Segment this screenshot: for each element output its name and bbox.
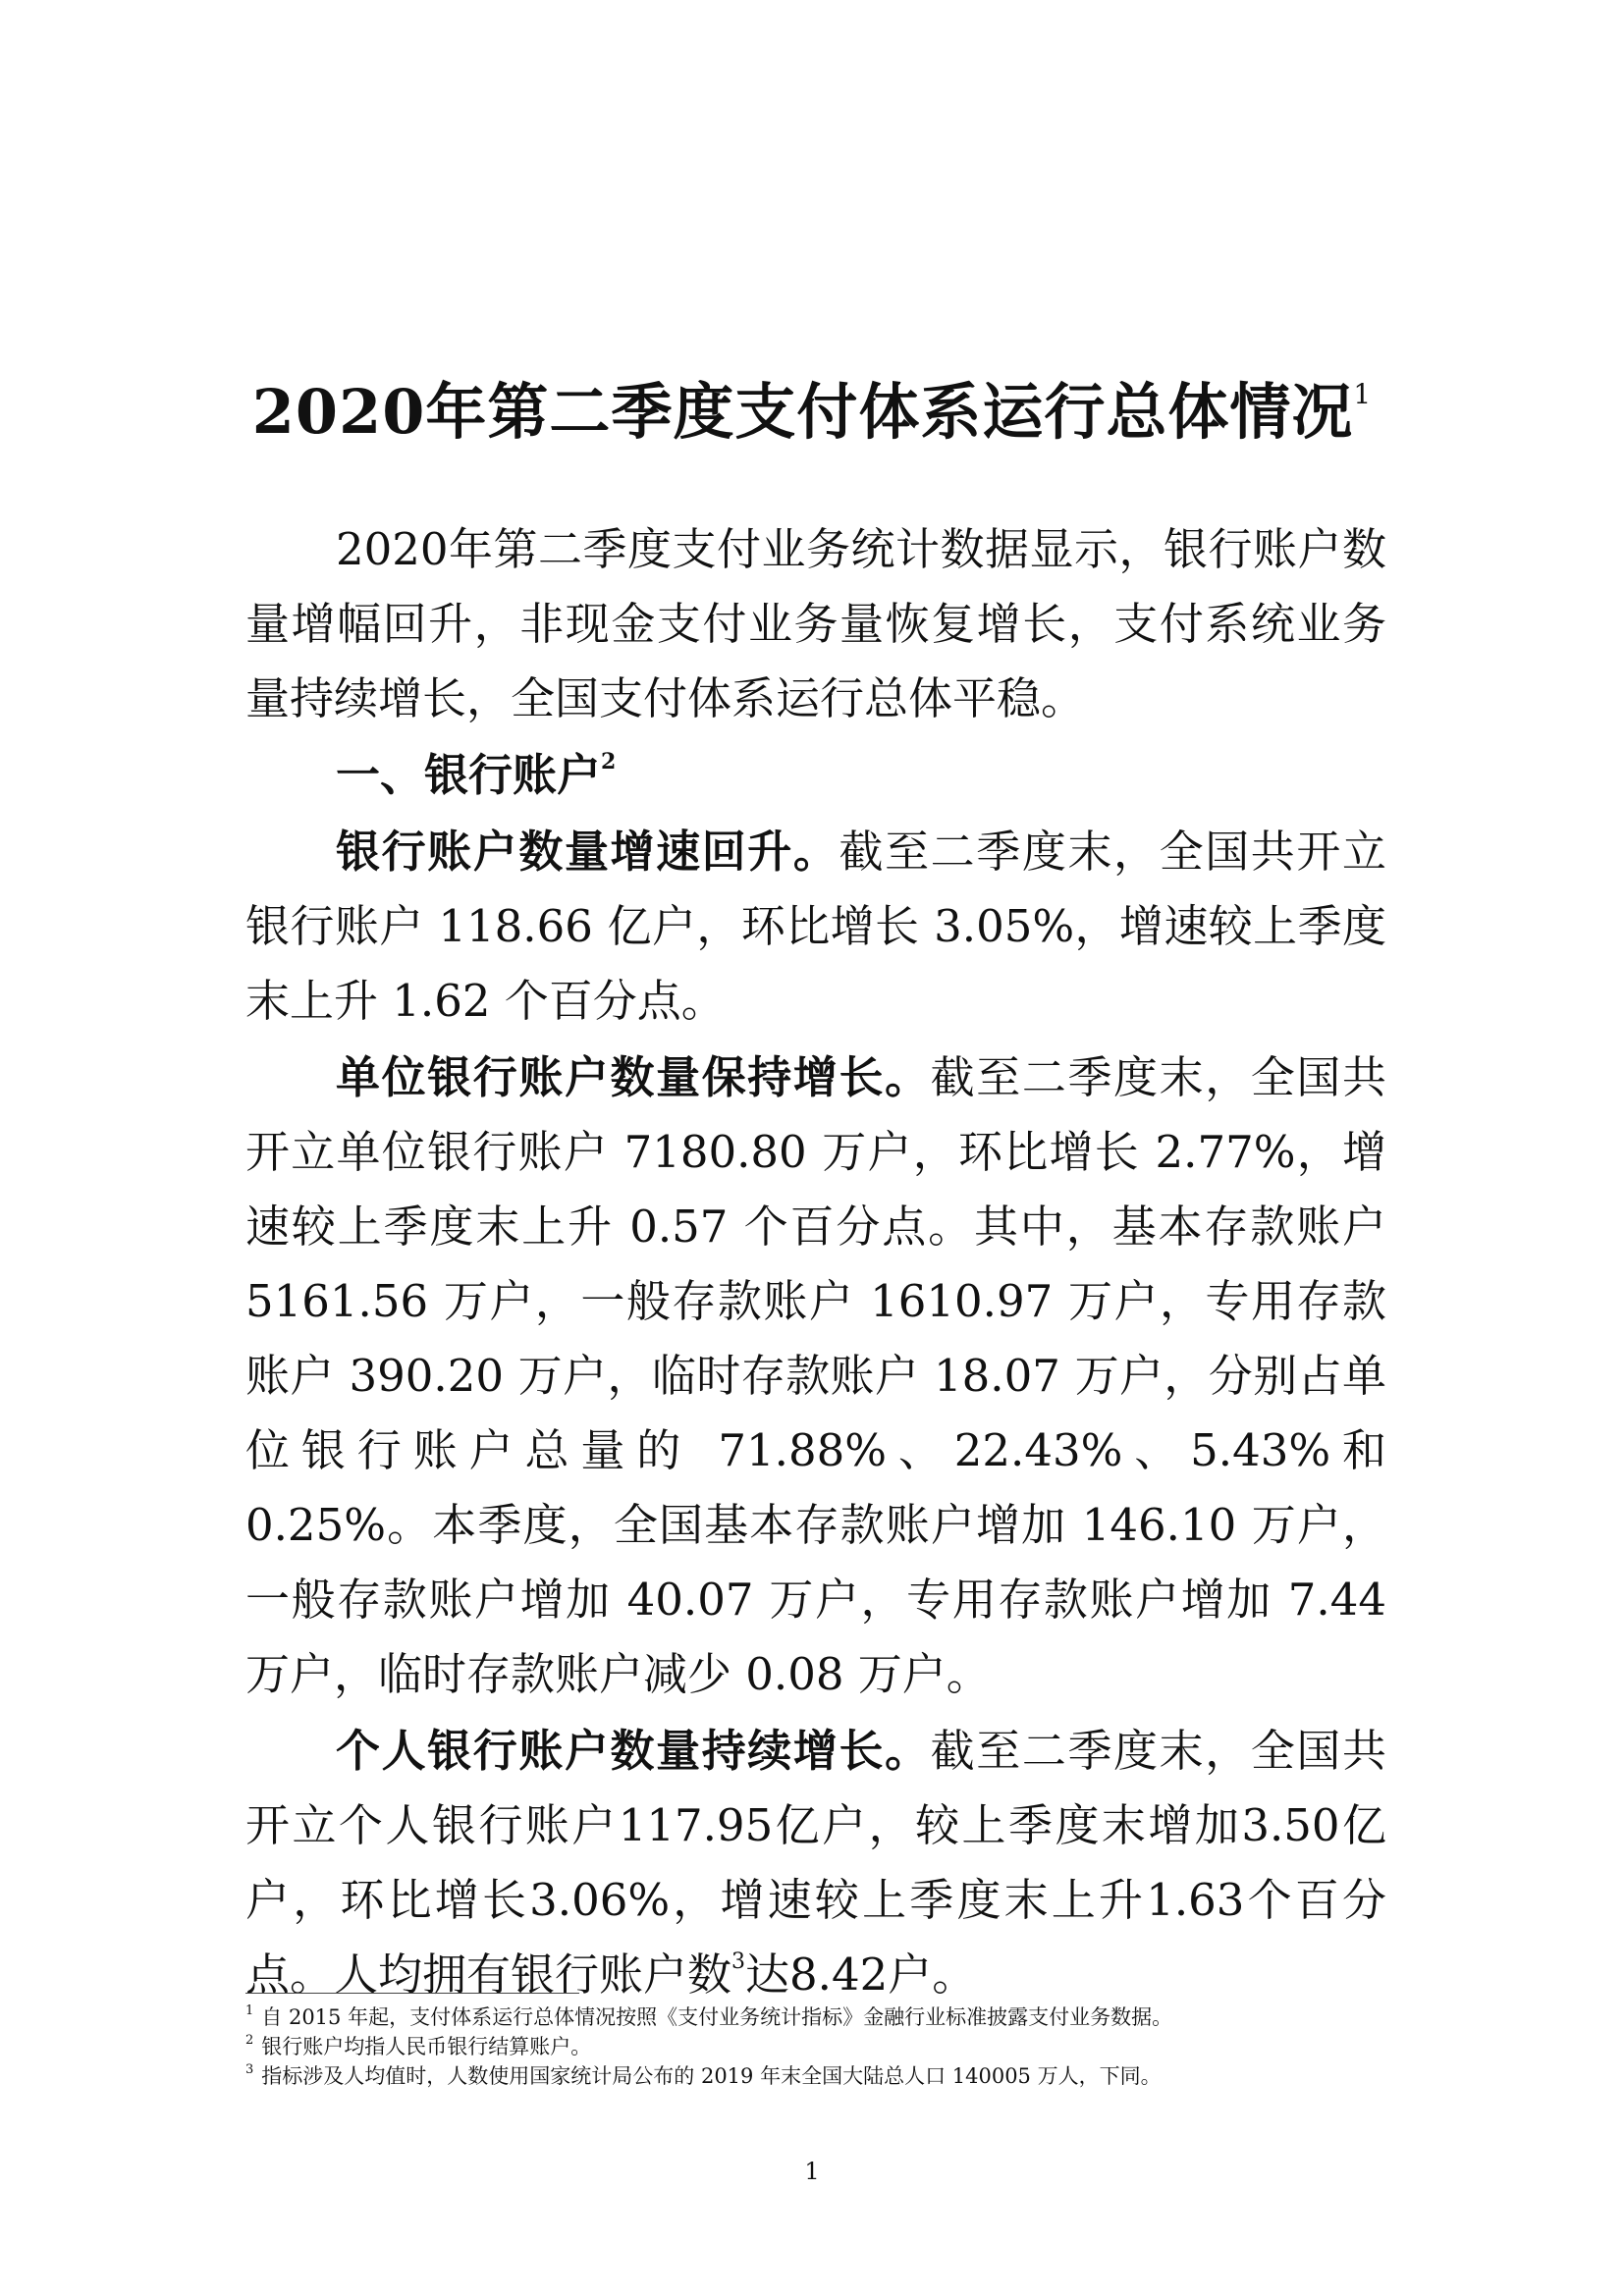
paragraph-lead: 单位银行账户数量保持增长。 — [336, 1051, 931, 1103]
paragraph-text: 截至二季度末，全国共开立单位银行账户 7180.80 万户，环比增长 2.77%，增速较上季度末上升 0.57 个百分点。其中，基本存款账户 5161.56 万户，一般存款账户 1610.97 万户，专用存款账户 390.20 万户，临时存款账户 18.07 万户，分别占单位银行账户总量的 71.88%、22.43%、5.43%和 0.25%。本季度，全国基本存款账户增加 146.10 万户，一般存款账户增加 40.07 万户，专用存款账户增加 7.44 万户，临时存款账户减少 0.08 万户。 — [245, 1051, 1386, 1700]
footnote-text: 银行账户均指人民币银行结算账户。 — [261, 2035, 592, 2058]
paragraph-unit-accounts — [245, 1041, 1386, 1712]
footnote-2 — [245, 2032, 1404, 2061]
title-text: 2020年第二季度支付体系运行总体情况 — [251, 376, 1354, 448]
page-number: 1 — [804, 2158, 820, 2185]
section-heading-footnote-mark: 2 — [601, 749, 617, 774]
title-footnote-mark: 1 — [1353, 378, 1373, 410]
page-title — [0, 355, 1624, 452]
footnote-mark: 1 — [245, 2003, 254, 2018]
footnotes — [245, 2002, 1404, 2091]
footnote-3 — [245, 2061, 1404, 2091]
intro-paragraph: 2020年第二季度支付业务统计数据显示，银行账户数量增幅回升，非现金支付业务量恢复增长，支付系统业务量持续增长，全国支付体系运行总体平稳。 — [245, 523, 1386, 724]
paragraph-footnote-mark: 3 — [731, 1949, 746, 1974]
footnote-text: 自 2015 年起，支付体系运行总体情况按照《支付业务统计指标》金融行业标准披露支付业务数据。 — [261, 2005, 1173, 2029]
paragraph-personal-accounts — [245, 1714, 1386, 2012]
paragraph-text: 截至二季度末，全国共开立银行账户 118.66 亿户，环比增长 3.05%，增速较上季度末上升 1.62 个百分点。 — [245, 826, 1386, 1027]
section-heading-bank-accounts — [245, 738, 1386, 813]
paragraph-bank-accounts-growth — [245, 815, 1386, 1039]
paragraph-text-end: 达8.42户。 — [745, 1949, 977, 2001]
paragraph-lead: 个人银行账户数量持续增长。 — [336, 1725, 931, 1777]
paragraph-text: 截至二季度末，全国共开立个人银行账户117.95亿户，较上季度末增加3.50亿户，环比增长3.06%，增速较上季度末上升1.63个百分点。人均拥有银行账户数 — [245, 1725, 1386, 2001]
paragraph-lead: 银行账户数量增速回升。 — [336, 826, 839, 878]
section-heading-text: 一、银行账户 — [336, 749, 602, 801]
footnote-1 — [245, 2002, 1404, 2032]
footnote-mark: 2 — [245, 2033, 254, 2048]
document-body — [245, 512, 1386, 2014]
footnote-text: 指标涉及人均值时，人数使用国家统计局公布的 2019 年末全国大陆总人口 140005 万人，下同。 — [261, 2064, 1162, 2088]
footnote-divider — [245, 1993, 579, 1994]
footnote-mark: 3 — [245, 2062, 254, 2077]
